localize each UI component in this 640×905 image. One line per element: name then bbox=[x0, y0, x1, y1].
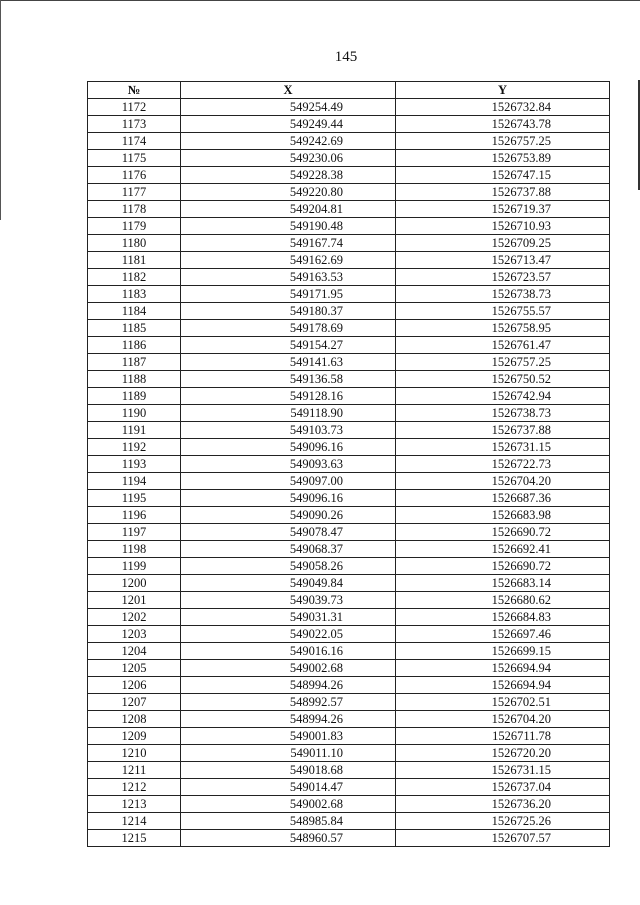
point-number-cell: 1199 bbox=[88, 558, 181, 575]
x-coordinate-cell: 549049.84 bbox=[181, 575, 396, 592]
point-number-cell: 1174 bbox=[88, 133, 181, 150]
table-row bbox=[88, 558, 610, 575]
x-coordinate-cell: 549167.74 bbox=[181, 235, 396, 252]
y-coordinate-cell: 1526713.47 bbox=[396, 252, 610, 269]
y-coordinate-cell: 1526757.25 bbox=[396, 133, 610, 150]
table-header-row bbox=[88, 82, 610, 99]
point-number-cell: 1179 bbox=[88, 218, 181, 235]
x-coordinate-cell: 549096.16 bbox=[181, 490, 396, 507]
y-coordinate-cell: 1526680.62 bbox=[396, 592, 610, 609]
column-header-y: Y bbox=[396, 82, 610, 99]
table-row bbox=[88, 830, 610, 847]
point-number-cell: 1183 bbox=[88, 286, 181, 303]
point-number-cell: 1176 bbox=[88, 167, 181, 184]
y-coordinate-cell: 1526719.37 bbox=[396, 201, 610, 218]
table-row bbox=[88, 541, 610, 558]
table-row bbox=[88, 456, 610, 473]
point-number-cell: 1207 bbox=[88, 694, 181, 711]
x-coordinate-cell: 549018.68 bbox=[181, 762, 396, 779]
y-coordinate-cell: 1526687.36 bbox=[396, 490, 610, 507]
y-coordinate-cell: 1526753.89 bbox=[396, 150, 610, 167]
table-row bbox=[88, 711, 610, 728]
table-row bbox=[88, 643, 610, 660]
page-number: 145 bbox=[334, 49, 358, 65]
y-coordinate-cell: 1526694.94 bbox=[396, 660, 610, 677]
x-coordinate-cell: 549154.27 bbox=[181, 337, 396, 354]
y-coordinate-cell: 1526731.15 bbox=[396, 762, 610, 779]
table-row bbox=[88, 150, 610, 167]
table-body bbox=[88, 99, 610, 847]
table-row bbox=[88, 388, 610, 405]
table-row bbox=[88, 184, 610, 201]
point-number-cell: 1208 bbox=[88, 711, 181, 728]
x-coordinate-cell: 549162.69 bbox=[181, 252, 396, 269]
y-coordinate-cell: 1526684.83 bbox=[396, 609, 610, 626]
y-coordinate-cell: 1526707.57 bbox=[396, 830, 610, 847]
x-coordinate-cell: 549190.48 bbox=[181, 218, 396, 235]
table-row bbox=[88, 728, 610, 745]
point-number-cell: 1211 bbox=[88, 762, 181, 779]
scan-edge-top bbox=[0, 0, 640, 1]
x-coordinate-cell: 549128.16 bbox=[181, 388, 396, 405]
point-number-cell: 1184 bbox=[88, 303, 181, 320]
y-coordinate-cell: 1526723.57 bbox=[396, 269, 610, 286]
y-coordinate-cell: 1526694.94 bbox=[396, 677, 610, 694]
table-row bbox=[88, 439, 610, 456]
table-row bbox=[88, 235, 610, 252]
point-number-cell: 1214 bbox=[88, 813, 181, 830]
y-coordinate-cell: 1526737.04 bbox=[396, 779, 610, 796]
y-coordinate-cell: 1526704.20 bbox=[396, 711, 610, 728]
point-number-cell: 1188 bbox=[88, 371, 181, 388]
point-number-cell: 1200 bbox=[88, 575, 181, 592]
point-number-cell: 1192 bbox=[88, 439, 181, 456]
x-coordinate-cell: 549078.47 bbox=[181, 524, 396, 541]
table-row bbox=[88, 592, 610, 609]
point-number-cell: 1180 bbox=[88, 235, 181, 252]
table-row bbox=[88, 677, 610, 694]
y-coordinate-cell: 1526692.41 bbox=[396, 541, 610, 558]
x-coordinate-cell: 549220.80 bbox=[181, 184, 396, 201]
x-coordinate-cell: 549171.95 bbox=[181, 286, 396, 303]
y-coordinate-cell: 1526738.73 bbox=[396, 405, 610, 422]
table-row bbox=[88, 286, 610, 303]
point-number-cell: 1193 bbox=[88, 456, 181, 473]
point-number-cell: 1209 bbox=[88, 728, 181, 745]
y-coordinate-cell: 1526725.26 bbox=[396, 813, 610, 830]
table-row bbox=[88, 405, 610, 422]
x-coordinate-cell: 548985.84 bbox=[181, 813, 396, 830]
x-coordinate-cell: 548992.57 bbox=[181, 694, 396, 711]
y-coordinate-cell: 1526711.78 bbox=[396, 728, 610, 745]
table-row bbox=[88, 745, 610, 762]
point-number-cell: 1203 bbox=[88, 626, 181, 643]
point-number-cell: 1181 bbox=[88, 252, 181, 269]
x-coordinate-cell: 549016.16 bbox=[181, 643, 396, 660]
table-row bbox=[88, 473, 610, 490]
scan-edge-left bbox=[0, 0, 1, 220]
column-header-x: X bbox=[181, 82, 396, 99]
x-coordinate-cell: 549011.10 bbox=[181, 745, 396, 762]
point-number-cell: 1189 bbox=[88, 388, 181, 405]
x-coordinate-cell: 548994.26 bbox=[181, 677, 396, 694]
x-coordinate-cell: 549249.44 bbox=[181, 116, 396, 133]
column-header-number: № bbox=[88, 82, 181, 99]
x-coordinate-cell: 549242.69 bbox=[181, 133, 396, 150]
x-coordinate-cell: 549093.63 bbox=[181, 456, 396, 473]
y-coordinate-cell: 1526742.94 bbox=[396, 388, 610, 405]
table-row bbox=[88, 320, 610, 337]
x-coordinate-cell: 549039.73 bbox=[181, 592, 396, 609]
table-row bbox=[88, 116, 610, 133]
point-number-cell: 1186 bbox=[88, 337, 181, 354]
point-number-cell: 1172 bbox=[88, 99, 181, 116]
table-row bbox=[88, 269, 610, 286]
table-row bbox=[88, 626, 610, 643]
x-coordinate-cell: 549031.31 bbox=[181, 609, 396, 626]
table-row bbox=[88, 303, 610, 320]
table-row bbox=[88, 354, 610, 371]
table-row bbox=[88, 575, 610, 592]
point-number-cell: 1196 bbox=[88, 507, 181, 524]
x-coordinate-cell: 549118.90 bbox=[181, 405, 396, 422]
point-number-cell: 1185 bbox=[88, 320, 181, 337]
y-coordinate-cell: 1526761.47 bbox=[396, 337, 610, 354]
table-row bbox=[88, 201, 610, 218]
x-coordinate-cell: 549163.53 bbox=[181, 269, 396, 286]
y-coordinate-cell: 1526747.15 bbox=[396, 167, 610, 184]
table-row bbox=[88, 779, 610, 796]
x-coordinate-cell: 549090.26 bbox=[181, 507, 396, 524]
y-coordinate-cell: 1526732.84 bbox=[396, 99, 610, 116]
point-number-cell: 1187 bbox=[88, 354, 181, 371]
y-coordinate-cell: 1526690.72 bbox=[396, 524, 610, 541]
point-number-cell: 1212 bbox=[88, 779, 181, 796]
x-coordinate-cell: 549204.81 bbox=[181, 201, 396, 218]
table-row bbox=[88, 167, 610, 184]
x-coordinate-cell: 549230.06 bbox=[181, 150, 396, 167]
table-row bbox=[88, 694, 610, 711]
point-number-cell: 1206 bbox=[88, 677, 181, 694]
table-row bbox=[88, 524, 610, 541]
table-row bbox=[88, 337, 610, 354]
table-row bbox=[88, 422, 610, 439]
x-coordinate-cell: 549103.73 bbox=[181, 422, 396, 439]
x-coordinate-cell: 549254.49 bbox=[181, 99, 396, 116]
y-coordinate-cell: 1526755.57 bbox=[396, 303, 610, 320]
x-coordinate-cell: 548960.57 bbox=[181, 830, 396, 847]
point-number-cell: 1178 bbox=[88, 201, 181, 218]
table-row bbox=[88, 218, 610, 235]
point-number-cell: 1201 bbox=[88, 592, 181, 609]
table-row bbox=[88, 99, 610, 116]
table-row bbox=[88, 252, 610, 269]
x-coordinate-cell: 549068.37 bbox=[181, 541, 396, 558]
y-coordinate-cell: 1526737.88 bbox=[396, 422, 610, 439]
y-coordinate-cell: 1526683.14 bbox=[396, 575, 610, 592]
point-number-cell: 1198 bbox=[88, 541, 181, 558]
point-number-cell: 1194 bbox=[88, 473, 181, 490]
x-coordinate-cell: 548994.26 bbox=[181, 711, 396, 728]
y-coordinate-cell: 1526736.20 bbox=[396, 796, 610, 813]
x-coordinate-cell: 549002.68 bbox=[181, 796, 396, 813]
y-coordinate-cell: 1526697.46 bbox=[396, 626, 610, 643]
coordinates-table bbox=[87, 81, 610, 847]
x-coordinate-cell: 549001.83 bbox=[181, 728, 396, 745]
table-row bbox=[88, 796, 610, 813]
point-number-cell: 1202 bbox=[88, 609, 181, 626]
x-coordinate-cell: 549228.38 bbox=[181, 167, 396, 184]
y-coordinate-cell: 1526722.73 bbox=[396, 456, 610, 473]
y-coordinate-cell: 1526737.88 bbox=[396, 184, 610, 201]
y-coordinate-cell: 1526683.98 bbox=[396, 507, 610, 524]
point-number-cell: 1182 bbox=[88, 269, 181, 286]
y-coordinate-cell: 1526750.52 bbox=[396, 371, 610, 388]
x-coordinate-cell: 549002.68 bbox=[181, 660, 396, 677]
y-coordinate-cell: 1526738.73 bbox=[396, 286, 610, 303]
table-row bbox=[88, 660, 610, 677]
table-row bbox=[88, 762, 610, 779]
x-coordinate-cell: 549141.63 bbox=[181, 354, 396, 371]
table-row bbox=[88, 609, 610, 626]
point-number-cell: 1175 bbox=[88, 150, 181, 167]
x-coordinate-cell: 549136.58 bbox=[181, 371, 396, 388]
y-coordinate-cell: 1526710.93 bbox=[396, 218, 610, 235]
y-coordinate-cell: 1526720.20 bbox=[396, 745, 610, 762]
x-coordinate-cell: 549178.69 bbox=[181, 320, 396, 337]
table-row bbox=[88, 490, 610, 507]
y-coordinate-cell: 1526757.25 bbox=[396, 354, 610, 371]
x-coordinate-cell: 549058.26 bbox=[181, 558, 396, 575]
point-number-cell: 1197 bbox=[88, 524, 181, 541]
x-coordinate-cell: 549096.16 bbox=[181, 439, 396, 456]
table-row bbox=[88, 507, 610, 524]
point-number-cell: 1195 bbox=[88, 490, 181, 507]
point-number-cell: 1173 bbox=[88, 116, 181, 133]
x-coordinate-cell: 549022.05 bbox=[181, 626, 396, 643]
y-coordinate-cell: 1526704.20 bbox=[396, 473, 610, 490]
point-number-cell: 1215 bbox=[88, 830, 181, 847]
point-number-cell: 1190 bbox=[88, 405, 181, 422]
table-row bbox=[88, 133, 610, 150]
point-number-cell: 1177 bbox=[88, 184, 181, 201]
x-coordinate-cell: 549097.00 bbox=[181, 473, 396, 490]
point-number-cell: 1210 bbox=[88, 745, 181, 762]
table-row bbox=[88, 813, 610, 830]
point-number-cell: 1191 bbox=[88, 422, 181, 439]
point-number-cell: 1205 bbox=[88, 660, 181, 677]
point-number-cell: 1204 bbox=[88, 643, 181, 660]
y-coordinate-cell: 1526702.51 bbox=[396, 694, 610, 711]
y-coordinate-cell: 1526690.72 bbox=[396, 558, 610, 575]
point-number-cell: 1213 bbox=[88, 796, 181, 813]
y-coordinate-cell: 1526709.25 bbox=[396, 235, 610, 252]
y-coordinate-cell: 1526743.78 bbox=[396, 116, 610, 133]
x-coordinate-cell: 549014.47 bbox=[181, 779, 396, 796]
table-row bbox=[88, 371, 610, 388]
y-coordinate-cell: 1526699.15 bbox=[396, 643, 610, 660]
y-coordinate-cell: 1526731.15 bbox=[396, 439, 610, 456]
y-coordinate-cell: 1526758.95 bbox=[396, 320, 610, 337]
x-coordinate-cell: 549180.37 bbox=[181, 303, 396, 320]
